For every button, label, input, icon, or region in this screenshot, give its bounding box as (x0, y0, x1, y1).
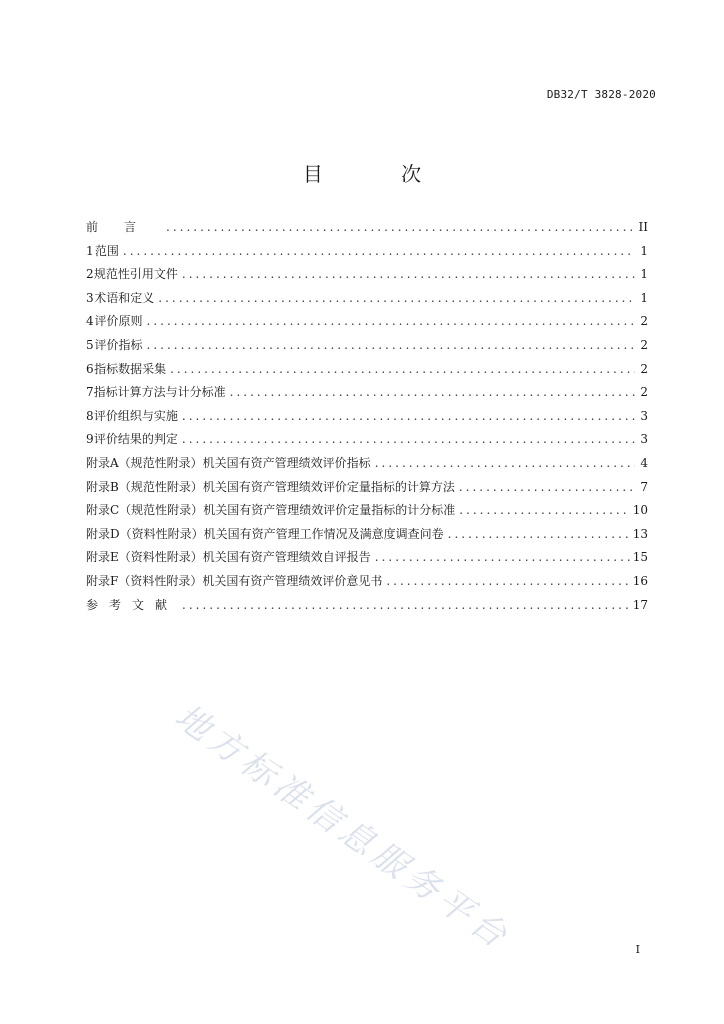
toc-entry-title: 机关国有资产管理绩效评价定量指标的计算方法 (202, 479, 455, 494)
toc-entry-title: 指标数据采集 (94, 361, 167, 376)
toc-entry-title: 评价原则 (94, 314, 143, 329)
toc-entry[interactable] (86, 523, 648, 547)
toc-section-number: 6 (86, 361, 94, 376)
toc-page-number: 3 (640, 408, 648, 423)
toc-leader-dots (147, 334, 636, 358)
toc-page-number: 1 (640, 243, 648, 258)
toc-page-number: 16 (632, 573, 648, 588)
toc-leader-dots (123, 240, 635, 264)
toc-entry[interactable] (86, 216, 648, 240)
toc-entry-title: 机关国有资产管理绩效评价定量指标的计分标准 (203, 503, 456, 518)
toc-entry-title: 指标计算方法与计分标准 (93, 385, 226, 400)
toc-page-number: 1 (640, 290, 648, 305)
toc-section-number: 1 (86, 243, 94, 258)
toc-leader-dots (459, 499, 630, 523)
toc-entry[interactable] (86, 405, 648, 429)
toc-entry-title: 机关国有资产管理绩效自评报告 (202, 550, 371, 565)
toc-leader-dots (182, 263, 635, 287)
toc-section-number: 5 (86, 337, 94, 352)
toc-page-number: 17 (632, 597, 648, 612)
toc-appendix-label: 附录A（规范性附录） (86, 455, 203, 470)
toc-leader-dots (448, 523, 630, 547)
toc-section-number: 3 (86, 290, 94, 305)
toc-appendix-label: 附录C（规范性附录） (86, 503, 204, 518)
toc-entry[interactable] (86, 476, 648, 500)
toc-page-number: 2 (640, 314, 648, 329)
toc-leader-dots (158, 287, 635, 311)
toc-entry-title: 机关国有资产管理绩效评价指标 (202, 455, 371, 470)
toc-leader-dots (182, 594, 630, 618)
toc-page-number: 2 (640, 385, 648, 400)
toc-section-number: 9 (86, 432, 94, 447)
toc-entry-title: 评价组织与实施 (93, 408, 178, 423)
watermark: 地方标准信息服务平台 (167, 696, 519, 959)
toc-section-number: 2 (86, 267, 94, 282)
toc-appendix-label: 附录D（资料性附录） (86, 526, 204, 541)
toc-appendix-label: 附录B（规范性附录） (86, 479, 203, 494)
toc-entry-title: 参考文献 (86, 597, 179, 612)
toc-page-number: 2 (640, 337, 648, 352)
toc-entry-title: 机关国有资产管理工作情况及满意度调查问卷 (203, 526, 444, 541)
toc-page-number: 10 (632, 503, 648, 518)
toc-section-number: 7 (86, 385, 94, 400)
toc-entry[interactable] (86, 263, 648, 287)
toc-entry-title: 术语和定义 (94, 290, 155, 305)
toc-entry-title: 评价指标 (94, 337, 143, 352)
toc-entry[interactable] (86, 428, 648, 452)
page-title: 目 次 (302, 162, 458, 186)
toc-leader-dots (375, 452, 635, 476)
toc-entry[interactable] (86, 570, 648, 594)
toc-appendix-label: 附录F（资料性附录） (86, 573, 203, 588)
toc-page-number: 13 (632, 526, 648, 541)
toc-entry[interactable] (86, 334, 648, 358)
toc-entry-title: 前言 (86, 220, 163, 234)
toc-leader-dots (230, 381, 635, 405)
toc-leader-dots (166, 216, 635, 240)
toc-section-number: 8 (86, 408, 94, 423)
toc-page-number: II (638, 220, 648, 234)
toc-leader-dots (182, 405, 635, 429)
toc-entry[interactable] (86, 381, 648, 405)
toc-leader-dots (375, 546, 630, 570)
toc-entry-title: 范围 (94, 243, 119, 258)
toc-entry-title: 规范性引用文件 (93, 267, 178, 282)
toc-page-number: 2 (640, 361, 648, 376)
toc-entry[interactable] (86, 358, 648, 382)
page-number: I (635, 943, 640, 956)
toc-entry-title: 机关国有资产管理绩效评价意见书 (202, 573, 383, 588)
toc-page-number: 4 (640, 455, 648, 470)
toc-page-number: 1 (640, 267, 648, 282)
toc-entry[interactable] (86, 287, 648, 311)
toc-leader-dots (170, 358, 635, 382)
document-code: DB32/T 3828-2020 (546, 88, 656, 101)
toc-leader-dots (459, 476, 635, 500)
toc-entry[interactable] (86, 240, 648, 264)
toc-entry[interactable] (86, 499, 648, 523)
toc-entry[interactable] (86, 452, 648, 476)
toc-page-number: 7 (640, 479, 648, 494)
toc-page-number: 15 (632, 550, 648, 565)
toc-entry-title: 评价结果的判定 (93, 432, 178, 447)
toc-appendix-label: 附录E（资料性附录） (86, 550, 203, 565)
toc-leader-dots (182, 428, 635, 452)
table-of-contents (86, 216, 648, 617)
toc-entry[interactable] (86, 546, 648, 570)
toc-section-number: 4 (86, 314, 94, 329)
toc-entry[interactable] (86, 594, 648, 618)
toc-page-number: 3 (640, 432, 648, 447)
toc-leader-dots (386, 570, 629, 594)
toc-leader-dots (147, 310, 636, 334)
toc-entry[interactable] (86, 310, 648, 334)
